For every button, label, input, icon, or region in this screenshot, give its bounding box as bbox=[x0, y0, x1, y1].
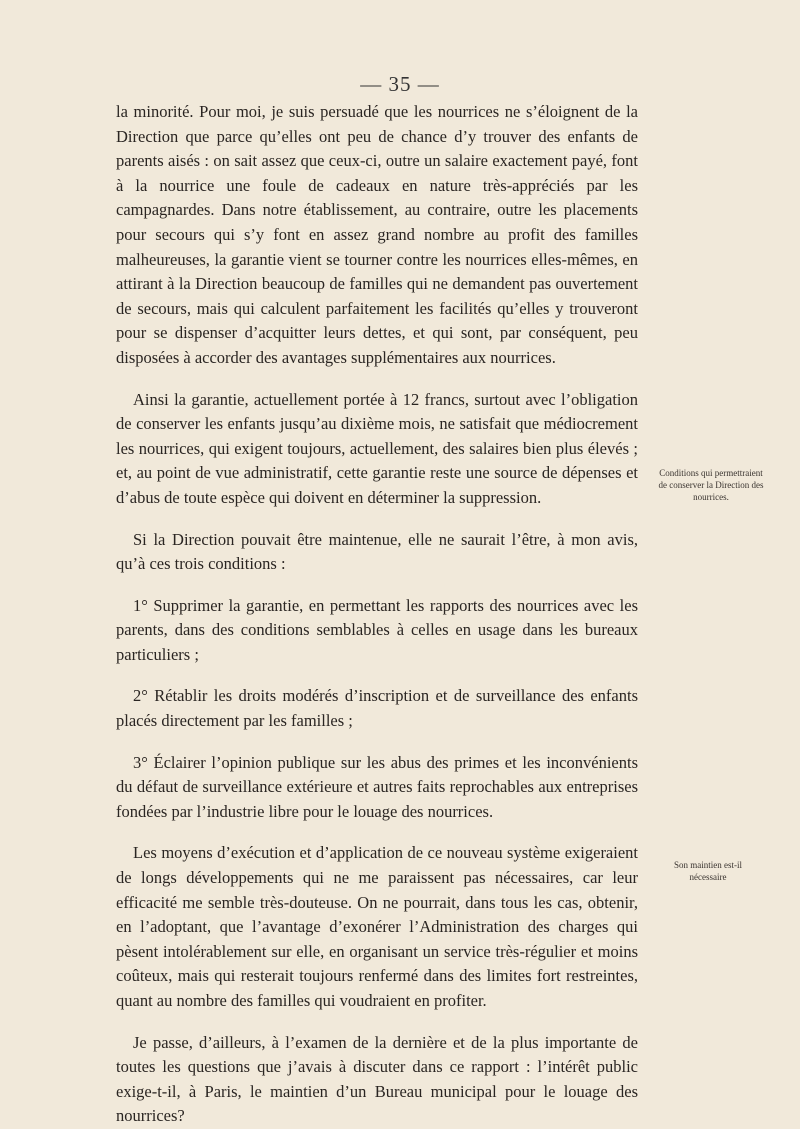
paragraph-5: Je passe, d’ailleurs, à l’examen de la dernière et de la plus importante de toutes les questions que j’avais à discuter dans ce rapport : l’intérêt public exige-t-il, à Paris, le maintien d’un Bureau municipal pour le louage des nourrices? bbox=[116, 1032, 638, 1126]
main-text bbox=[116, 100, 638, 1129]
condition-3: 3° Éclairer l’opinion publique sur les abus des primes et les inconvénients du défaut de surveillance extérieure et autres faits reprochables aux entreprises fondées par l’industrie libre pour le louage des nourrices. bbox=[116, 752, 638, 821]
condition-2: 2° Rétablir les droits modérés d’inscription et de surveillance des enfants placés directement par les familles ; bbox=[116, 686, 638, 731]
margin-note-conditions: Conditions qui permettraient de conserver la Direction des nourrices. bbox=[658, 468, 764, 502]
margin-note-maintien: Son maintien est-il nécessaire bbox=[674, 860, 742, 882]
condition-1: 1° Supprimer la garantie, en permettant les rapports des nourrices avec les parents, dans des conditions semblables à celles en usage dans les bureaux particuliers ; bbox=[116, 595, 638, 664]
paragraph-4: Les moyens d’exécution et d’application de ce nouveau système exigeraient de longs développements qui ne me paraissent pas nécessaires, car leur efficacité me semble très-douteuse. On ne pourrait, dans tous les cas, obtenir, en l’adoptant, que l’avantage d’exonérer l’Administration des charges qui pèsent intolérablement sur elle, en organisant un service très-régulier et moins coûteux, mais qui resterait toujours renfermé dans des limites fort restreintes, quant au nombre des familles qui voudraient en profiter. bbox=[116, 843, 638, 1010]
page-number: — 35 — bbox=[360, 72, 440, 96]
paragraph-1: la minorité. Pour moi, je suis persuadé que les nourrices ne s’éloignent de la Direction que parce qu’elles ont peu de chance d’y trouver des enfants de parents aisés : on sait assez que ceux-ci, outre un salaire exactement payé, font à la nourrice une foule de cadeaux en nature très-appréciés par les campagnardes. Dans notre établissement, au contraire, outre les placements pour secours qui s’y font en assez grand nombre au profit des familles malheureuses, la garantie vient se tourner contre les nourrices elles-mêmes, en attirant à la Direction beaucoup de familles qui ne demandent pas ouvertement de secours, mais qui calculent parfaitement les facilités qu’elles y trouveront pour se dispenser d’acquitter leurs dettes, et qui sont, par conséquent, peu disposées à accorder des avantages supplémentaires aux nourrices. bbox=[116, 102, 638, 367]
paragraph-2: Ainsi la garantie, actuellement portée à 12 francs, surtout avec l’obligation de conserver les enfants jusqu’au dixième mois, ne satisfait que médiocrement les nourrices, qui exigent toujours, actuellement, des salaires bien plus élevés ; et, au point de vue administratif, cette garantie reste une source de dépenses et d’abus de toute espèce qui doivent en déterminer la suppression. bbox=[116, 389, 638, 507]
paragraph-3: Si la Direction pouvait être maintenue, elle ne saurait l’être, à mon avis, qu’à ces trois conditions : bbox=[116, 529, 638, 574]
